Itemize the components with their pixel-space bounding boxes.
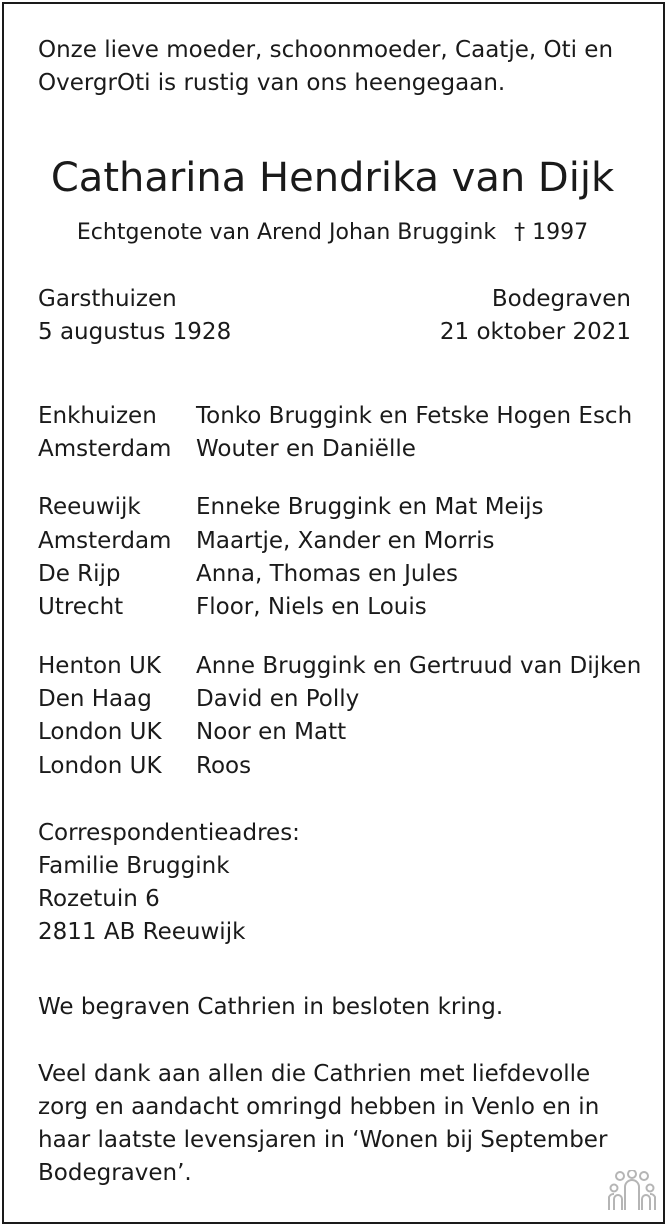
intro-text [38, 34, 613, 100]
intro-line-1: Onze lieve moeder, schoonmoeder, Caatje, Oti en [38, 37, 614, 63]
family-names: Enneke Bruggink en Mat Meijs [196, 494, 544, 520]
family-names: Noor en Matt [196, 719, 347, 745]
address-label: Correspondentieadres: [38, 820, 300, 846]
family-names: Roos [196, 753, 252, 779]
family-city: Amsterdam [38, 436, 172, 462]
spouse-death-year: † 1997 [514, 220, 589, 245]
thanks-line-1: Veel dank aan allen die Cathrien met liefdevolle [38, 1061, 591, 1087]
address-line-2: Rozetuin 6 [38, 886, 160, 912]
family-names: Tonko Bruggink en Fetske Hogen Esch [196, 403, 633, 429]
death-info [440, 283, 631, 349]
burial-text: We begraven Cathrien in besloten kring. [38, 994, 504, 1020]
birth-info [38, 283, 231, 349]
family-city: Amsterdam [38, 528, 172, 554]
correspondence-address [38, 817, 300, 949]
family-city: Den Haag [38, 686, 152, 712]
deceased-name: Catharina Hendrika van Dijk [50, 155, 615, 201]
family-names: David en Polly [196, 686, 360, 712]
family-city: De Rijp [38, 561, 121, 587]
intro-line-2: OvergrOti is rustig van ons heengegaan. [38, 70, 506, 96]
family-city: Henton UK [38, 653, 161, 679]
spouse-name: Echtgenote van Arend Johan Bruggink [76, 220, 497, 245]
family-names: Floor, Niels en Louis [196, 594, 427, 620]
family-city: Reeuwijk [38, 494, 141, 520]
family-city: Utrecht [38, 594, 124, 620]
family-city: Enkhuizen [38, 403, 157, 429]
thanks-text [38, 1058, 607, 1190]
thanks-line-3: haar laatste levensjaren in ‘Wonen bij September [38, 1127, 608, 1153]
family-city: London UK [38, 719, 162, 745]
family-city: London UK [38, 753, 162, 779]
family-names: Maartje, Xander en Morris [196, 528, 495, 554]
spouse-line [0, 218, 665, 248]
thanks-line-4: Bodegraven’. [38, 1160, 192, 1186]
thanks-line-2: zorg en aandacht omringd hebben in Venlo en in [38, 1094, 600, 1120]
people-group-icon [607, 1170, 657, 1212]
address-line-1: Familie Bruggink [38, 853, 230, 879]
birth-date: 5 augustus 1928 [38, 319, 232, 345]
address-line-3: 2811 AB Reeuwijk [38, 919, 246, 945]
birth-place: Garsthuizen [38, 286, 177, 312]
family-names: Wouter en Daniëlle [196, 436, 416, 462]
family-names: Anna, Thomas en Jules [196, 561, 459, 587]
death-date: 21 oktober 2021 [439, 319, 631, 345]
family-names: Anne Bruggink en Gertruud van Dijken [196, 653, 642, 679]
death-place: Bodegraven [491, 286, 631, 312]
